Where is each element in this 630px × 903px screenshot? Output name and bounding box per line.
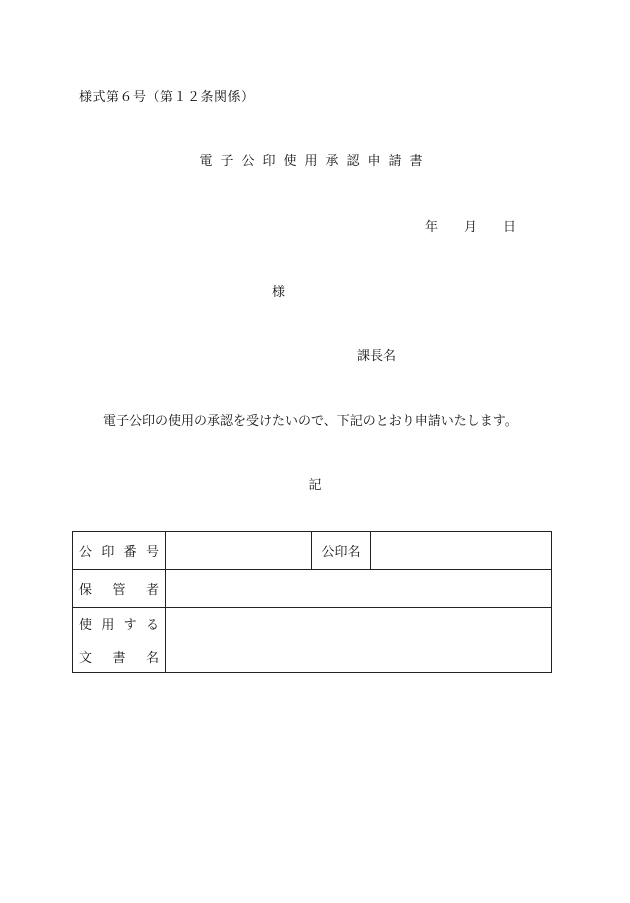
seal-number-field[interactable] (166, 532, 312, 570)
date-line (425, 216, 516, 235)
table-row (73, 532, 552, 570)
addressee-honorific: 様 (272, 285, 286, 300)
date-year-label: 年 (425, 220, 439, 235)
applicant-title: 課長名 (357, 349, 397, 364)
form-number: 様式第６号（第１２条関係） (79, 90, 255, 105)
seal-number-label-cell (73, 532, 166, 570)
document-title: 電子公印使用承認申請書 (199, 154, 431, 169)
custodian-field[interactable] (166, 570, 552, 608)
table-row (73, 608, 552, 673)
request-statement: 電子公印の使用の承認を受けたいので、下記のとおり申請いたします。 (103, 414, 518, 429)
table-row (73, 570, 552, 608)
custodian-label: 保 管 者 (79, 583, 159, 598)
document-name-label-line1: 使 用 す る (79, 618, 159, 633)
seal-name-field[interactable] (371, 532, 552, 570)
seal-name-label: 公印名 (312, 532, 371, 570)
document-name-field[interactable] (166, 608, 552, 673)
ki-heading: 記 (308, 478, 322, 493)
date-day-label: 日 (503, 220, 517, 235)
seal-number-label: 公 印 番 号 (79, 545, 159, 560)
document-name-label-cell (73, 608, 166, 673)
date-month-label: 月 (464, 220, 478, 235)
application-table (72, 531, 552, 673)
custodian-label-cell (73, 570, 166, 608)
document-name-label-line2: 文 書 名 (79, 651, 159, 666)
